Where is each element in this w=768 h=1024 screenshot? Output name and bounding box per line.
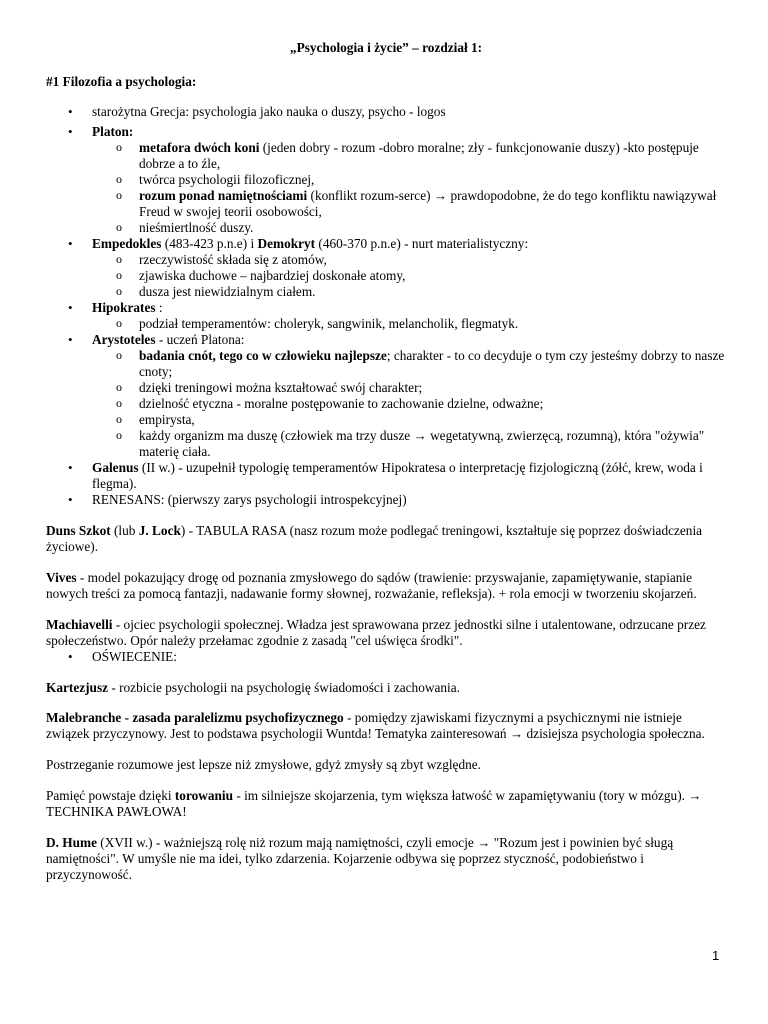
platon-sublist [92,140,726,236]
page-number: 1 [712,948,720,963]
lock-name: J. Lock [138,523,181,538]
platon-label: Platon: [92,124,134,139]
sublist-item [92,140,726,172]
sublist-item [92,188,726,220]
paragraph-pamiec [46,788,726,820]
item-text: nieśmiertlność duszy. [139,220,254,235]
bold-term: metafora dwóch koni [139,140,260,155]
demokryt-name: Demokryt [257,236,316,251]
sublist-item: o dusza jest niewidzialnym ciałem. [92,284,726,300]
malebranche-rest: - pomiędzy zjawiskami fizycznymi a psychicznymi nie istnieje związek przyczynowy. Jest to podstawa psychologii Wuntda! Tematyka zainteresowań → dzisiejsza psychologia społeczna. [46,710,705,741]
sublist-item [92,172,726,188]
hipokrates-sublist [92,316,726,332]
empedokles-rest: (460-370 p.n.e) - nurt materialistyczny: [315,236,529,251]
machiavelli-rest: - ojciec psychologii społecznej. Władza jest sprawowana przez jednostki silne i utalentowane, odrzucane przez społeczeństwo. Opór należy przełamac zgodnie z zasadą "cel uświęca środki". [46,617,706,648]
paragraph-hume [46,835,726,883]
malebranche-name: Malebranche - zasada paralelizmu psychofizycznego [46,710,344,725]
greece-text: starożytna Grecja: psychologia jako nauka o duszy, psycho - logos [92,104,446,119]
document-title: „Psychologia i życie” – rozdział 1: [289,40,483,55]
conjunction: i [250,236,258,251]
paragraph-duns [46,523,726,555]
empedokles-years: (483-423 p.n.e) [161,236,251,251]
machiavelli-name: Machiavelli [46,617,113,632]
hipokrates-rest: : [155,300,163,315]
list-item-arystoteles [46,332,726,460]
sublist-item [92,428,726,460]
hipokrates-label: Hipokrates [92,300,156,315]
sublist-item: o rzeczywistość składa się z atomów, [92,252,726,268]
list-item-platon [46,124,726,236]
list-item-oswiecenie: • OŚWIECENIE: [46,649,726,665]
bold-term: badania cnót, tego co w człowieku najlepsze [139,348,387,363]
section-heading: #1 Filozofia a psychologia: [46,74,197,89]
empedokles-name: Empedokles [92,236,162,251]
list-item-greece [46,104,726,120]
sublist-item [92,348,726,380]
item-text: ; charakter - to co decyduje o tym czy jesteśmy dobrzy to nasze cnoty; [139,348,725,379]
hume-rest: (XVII w.) - ważniejszą rolę niż rozum mają namiętności, czyli emocje → "Rozum jest i powinien być sługą namiętności". W umyśle nie ma idei, tylko zdarzenia. Kojarzenie odbywa się poprzez styczność, podobieństwo i przyczynowość. [46,835,674,882]
sublist-item [92,380,726,396]
paragraph-vives [46,570,726,602]
torowanie-term: torowaniu [174,788,233,803]
item-text: dzielność etyczna - moralne postępowanie to zachowanie dzielne, odważne; [139,396,544,411]
oswiecenie-list [46,649,726,665]
list-item-empedokles [46,236,726,300]
duns-rest: ) - TABULA RASA (nasz rozum może podlegać treningowi, kształtuje się poprzez doświadczenia życiowe). [46,523,703,554]
arystoteles-sublist [92,348,726,460]
sublist-item [92,220,726,236]
list-item-hipokrates [46,300,726,332]
document-page [46,40,726,883]
item-text: (konflikt rozum-serce) → prawdopodobne, że do tego konfliktu nawiązywał Freud w swojej teorii osobowości, [139,188,717,219]
paragraph-kartezjusz [46,680,726,696]
kartezjusz-name: Kartezjusz [46,680,109,695]
bold-term: rozum ponad namiętnościami [139,188,308,203]
item-text: empirysta, [139,412,195,427]
galenus-rest: (II w.) - uzupełnił typologię temperamentów Hipokratesa o interpretację fizjologiczną (żółć, krew, woda i flegma). [92,460,703,491]
sublist-item [92,412,726,428]
sublist-item [92,396,726,412]
item-text: twórca psychologii filozoficznej, [139,172,315,187]
duns-name: Duns Szkot [46,523,111,538]
empedokles-sublist [92,252,726,300]
main-list [46,104,726,508]
duns-mid: (lub [110,523,139,538]
item-text: każdy organizm ma duszę (człowiek ma trzy dusze → wegetatywną, zwierzęcą, rozumną), która "ożywia" materię ciała. [139,428,705,459]
paragraph-machiavelli [46,617,726,649]
galenus-label: Galenus [92,460,139,475]
sublist-item: o podział temperamentów: choleryk, sangwinik, melancholik, flegmatyk. [92,316,726,332]
sublist-item: o zjawiska duchowe – najbardziej doskonałe atomy, [92,268,726,284]
item-text: dzięki treningowi można kształtować swój charakter; [139,380,423,395]
kartezjusz-rest: - rozbicie psychologii na psychologię świadomości i zachowania. [108,680,460,695]
paragraph-postrzeganie: Postrzeganie rozumowe jest lepsze niż zmysłowe, gdyż zmysły są zbyt względne. [46,757,481,772]
vives-name: Vives [46,570,77,585]
vives-rest: - model pokazujący drogę od poznania zmysłowego do sądów (trawienie: przyswajanie, zapamiętywanie, stapianie nowych treści za pomocą fantazji, nadawanie formy słownej, rozważanie, refleksja). + rola emocji w tworzeniu skojarzeń. [46,570,697,601]
list-item-renesans: • RENESANS: (pierwszy zarys psychologii introspekcyjnej) [46,492,726,508]
pamiec-rest: - im silniejsze skojarzenia, tym większa łatwość w zapamiętywaniu (tory w mózgu). → TECHNIKA PAWŁOWA! [46,788,702,819]
arystoteles-label: Arystoteles [92,332,156,347]
paragraph-malebranche [46,710,726,742]
hume-name: D. Hume [46,835,97,850]
item-text: (jeden dobry - rozum -dobro moralne; zły - funkcjonowanie duszy) -kto postępuje dobrze a to źle, [139,140,699,171]
list-item-galenus [46,460,726,492]
pamiec-pre: Pamięć powstaje dzięki [46,788,175,803]
arystoteles-rest: - uczeń Platona: [155,332,245,347]
